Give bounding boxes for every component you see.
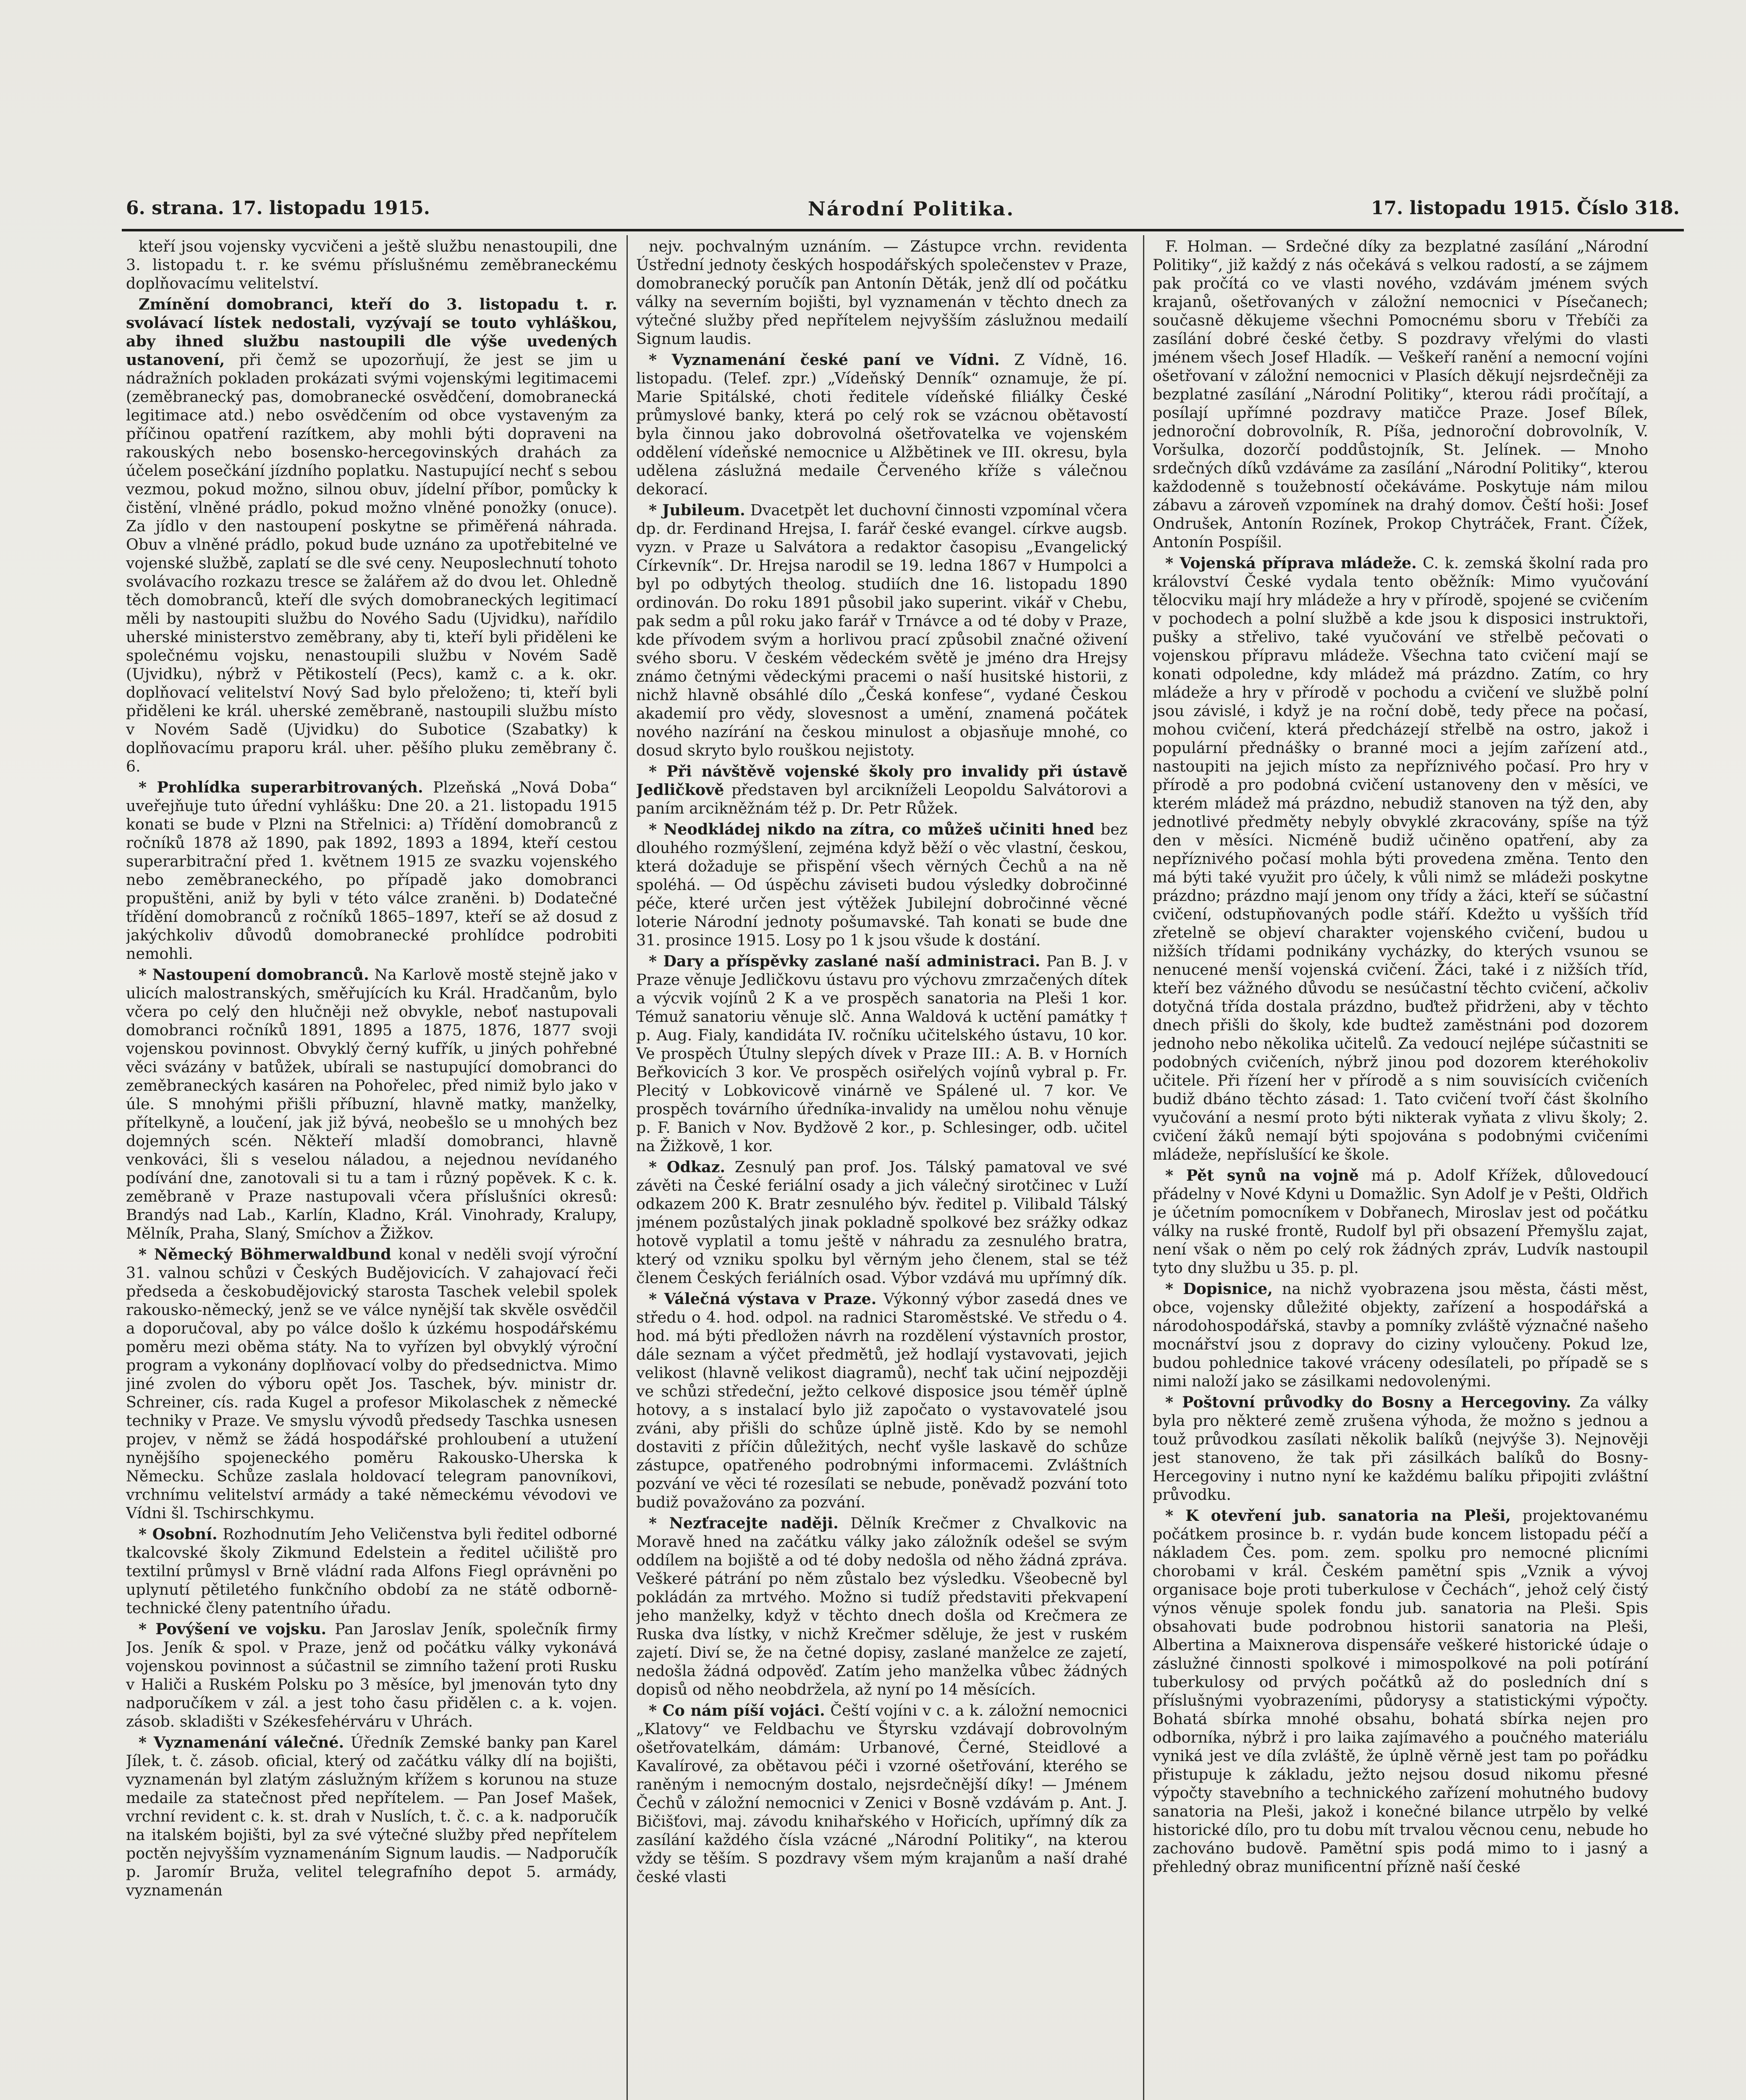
article-lead: * Nastoupení domobranců. <box>139 966 369 984</box>
article-text: C. k. zemská školní rada pro království České vydala tento oběžník: Mimo vyučování tělocviku mají hry mládeže a hry v přírodě, spojené se cvičením v pochodech a polní službě a kde jsou k disposici instruktoři, pušky a střelivo, také vyučování ve střelbě pečovati o vojenskou přípravu mládeže. Všechna tato cvičení mají se konati odpoledne, kdy mládež má prázdno. Zatím, co hry mládeže a hry v přírodě v pochodu a cvičení ve službě polní jsou závislé, i když je na roční době, tedy přece na počasí, mohou cvičení, která předcházejí střelbě na ostro, jakož i populární přednášky o branné moci a jejím zařízení atd., nastoupiti na jejich místo za nepříznivého počasí. Pro hry v přírodě a pro podobná cvičení ustanoveny den v měsíci, ve kterém mládež má prázdno, nebudiž stanoven na týž den, aby jednotlivé předměty nebyly obvyklé zkracovány, spíše na týž den v měsíci. Nicméně budiž učiněno opatření, aby za nepříznivého počasí mohla býti provedena změna. Tento den má býti také využit pro účely, k vůli nimž se mládeži poskytne prázdno; prázdno mají jenom ony třídy a žáci, kteří se súčastní cvičení, odstupňovaných podle stáří. Kdežto u vyšších tříd zřetelně se objeví charakter vojenského cvičení, budou u nižších třídami podnikány vycházky, do kterých vsunou se nenucené menší vojenská cvičení. Žáci, také i z nižších tříd, kteří bez vážného důvodu se nesúčastní těchto cvičení, ačkoliv dotyčná třída dostala prázdno, buďtež přidrženi, aby v těchto dnech přišli do školy, kde budtež zaměstnáni pod dozorem jednoho nebo několika učitelů. Za vedoucí nejlépe súčastniti se podobných cvičeních, nýbrž jinou pod dozorem kteréhokoliv učitele. Při řízení her v přírodě a s nim souvisících cvičeních budiž dbáno těchto zásad: 1. Tato cvičení tvoří část školního vyučování a nesmí proto býti nikterak vyňata z vlivu školy; 2. cvičení žáků nemají býti spojována s podobnými cvičeními mládeže, nepříslušící ke škole. <box>1153 554 1648 1163</box>
header-left: 6. strana. 17. listopadu 1915. <box>126 197 430 219</box>
article-lead: * Poštovní průvodky do Bosny a Hercegoviny. <box>1165 1393 1571 1411</box>
article-lead: * Pět synů na vojně <box>1165 1166 1359 1184</box>
article-text: kteří jsou vojensky vycvičeni a ještě službu nenastoupili, dne 3. listopadu t. r. ke svému příslušnému zeměbraneckému doplňovacímu velitelství. <box>126 237 617 292</box>
article-paragraph <box>126 295 617 776</box>
article-paragraph <box>636 1290 1127 1512</box>
column-1 <box>126 237 617 2100</box>
article-paragraph <box>1153 554 1648 1164</box>
column-3 <box>1153 237 1648 2100</box>
article-text: F. Holman. — Srdečné díky za bezplatné zasílání „Národní Politiky“, již každý z nás očekává s velkou radostí, a se zájmem pak pročítá co ve vlasti nového, vzdávám jménem svých krajanů, ošetřovaných v záložní nemocnici v Písečanech; současně děkujeme všechni Pomocnému sboru v Třebíči za zasílání dobré české četby. S pozdravy vřelými do vlasti jménem všech Josef Hladík. — Veškeří ranění a nemocní vojíni ošetřovaní v záložní nemocnici v Plasích děkují nejsrdečněji za bezplatné zasílání „Národní Politiky“, kterou rádi pročítají, a posílají upřímné pozdravy matičce Praze. Josef Bílek, jednoroční dobrovolník, R. Píša, jednoroční dobrovolník, V. Voršulka, dozorčí poddůstojník, St. Jelínek. — Mnoho srdečných díků vzdáváme za zasílání „Národní Politiky“, kterou každodenně s toužebností očekáváme. Poskytuje nám milou zábavu a zároveň vzpomínek na drahý domov. Čeští hoši: Josef Ondrušek, Antonín Rozínek, Prokop Chytráček, Frant. Čížek, Antonín Pospíšil. <box>1153 237 1648 551</box>
article-text: projektovanému počátkem prosince b. r. vydán bude koncem listopadu péčí a nákladem Čes. pom. zem. spolku pro nemocné plicními chorobami v král. Českém pamětní spis „Vznik a vývoj organisace boje proti tuberkulose v Čechách“, jehož celý čistý výnos věnuje spolek fondu jub. sanatoria na Pleši. Spis obsahovati bude podrobnou historii sanatoria na Pleši, Albertina a Maixnerova dispensáře veškeré historické údaje o záslužné činnosti spolkové i mimospolkové na poli potírání tuberkulosy od prvých počátků až do posledních dní s příslušnými vyobrazeními, půdorysy a statistickými výpočty. Bohatá sbírka mnohé obsahu, bohatá sbírka nejen pro odborníka, nýbrž i pro laika zajímavého a poučného materiálu vyniká jest ve díla zvláště, že úplně věrně jest tam po pořádku přistupuje k základu, ježto nejsou dosud nikomu přesné výpočty stavebního a technického zařízení mohutného budovy sanatoria na Pleši, jakož i konečné bilance utrpělo by velké historické dílo, pro tu dobu mít trvalou věcnou cenu, nebude ho zachováno budově. Pamětní spis podá mimo to i jasný a přehledný obraz munificentní přízně naší české <box>1153 1507 1648 1876</box>
article-paragraph <box>636 501 1127 760</box>
article-text: Úředník Zemské banky pan Karel Jílek, t. č. zásob. oficial, který od začátku války dlí na bojišti, vyznamenán byl zlatým záslužným křížem s korunou na stuze medaile za statečnost před nepřítelem. — Pan Josef Mašek, vrchní revident c. k. st. drah v Nuslích, t. č. c. a k. nadporučík na italském bojišti, byl za své výtečné služby před nepřítelem poctěn nejvyšším vyznamenáním Signum laudis. — Nadporučík p. Jaromír Bruža, velitel telegrafního depot 5. armády, vyznamenán <box>126 1733 617 1899</box>
article-text: konal v neděli svojí výroční 31. valnou schůzi v Českých Budějovicích. V zahajovací řeči předseda a českobudějovický starosta Taschek velebil spolek rakousko-německý, jenž se ve válce nynější tak skvěle osvědčil a doporučoval, aby po válce došlo k úzkému hospodářskému poměru mezi oběma státy. Na to vyřízen byl obvyklý výroční program a vykonány doplňovací volby do předsednictva. Mimo jiné zvolen do výboru opět Jos. Taschek, býv. ministr dr. Schreiner, cís. rada Kugel a profesor Mikolaschek z německé techniky v Praze. Ve smyslu vývodů předsedy Taschka usnesen projev, v němž se žádá hospodářské prohloubení a utužení nynějšího spojeneckého poměru Rakousko-Uherska k Německu. Schůze zaslala holdovací telegram panovníkovi, vrchnímu velitelství armády a také německému vévodovi ve Vídni šl. Tschirschkymu. <box>126 1245 617 1522</box>
article-paragraph <box>636 762 1127 818</box>
article-lead: * Vyznamenání válečné. <box>139 1733 344 1751</box>
article-paragraph <box>126 1733 617 1900</box>
article-text: nejv. pochvalným uznáním. — Zástupce vrchn. revidenta Ústřední jednoty českých hospodářských společenstev v Praze, domobranecký poručík pan Antonín Děták, jenž dlí od počátku války na severním bojišti, byl vyznamenán v těchto dnech za výtečné služby před nepřítelem nejvyšším záslužnou medailí Signum laudis. <box>636 237 1127 348</box>
article-text: Dělník Krečmer z Chvalkovic na Moravě hned na začátku války jako záložník odešel se svým oddílem na bojiště a od té doby nedošla od něho žádná zpráva. Veškeré pátrání po něm zůstalo bez výsledku. Všeobecně byl pokládán za mrtvého. Možno si tudíž představiti překvapení jeho manželky, když v těchto dnech došla od Krečmera ze Ruska dva lístky, v nichž Krečmer sděluje, že jest v ruském zajetí. Diví se, že na četné dopisy, zaslané manželce ze zajetí, nedošla žádná odpověď. Zatím jeho manželka vůbec žádných dopisů od něho neobdržela, až nyní po 14 měsících. <box>636 1514 1127 1698</box>
article-text: představen byl arcikníželi Leopoldu Salvátorovi a paním arcikněžnám též p. Dr. Petr Růžek. <box>636 781 1127 817</box>
article-lead: * Prohlídka superarbitrovaných. <box>139 778 423 796</box>
page-header <box>126 197 1680 227</box>
article-lead: * Dopisnice, <box>1165 1280 1273 1298</box>
article-text: má p. Adolf Křížek, důlovedoucí přádelny v Nové Kdyni u Domažlic. Syn Adolf je v Pešti, Oldřich je účetním pomocníkem v Dobřanech, Miroslav jest od počátku války na ruské frontě, Rudolf byl při obsazení Přemyšlu zajat, není však o něm po celý rok žádných zpráv, Ludvík nastoupil tyto dny službu u 35. p. pl. <box>1153 1166 1648 1277</box>
article-paragraph <box>1153 1280 1648 1391</box>
article-paragraph <box>636 1701 1127 1886</box>
article-paragraph <box>1153 237 1648 551</box>
article-lead: Zmínění domobranci, kteří do 3. listopadu t. r. svolávací lístek nedostali, vyzývají se touto vyhláškou, aby ihned službu nastoupili dle výše uvedených ustanovení, <box>126 295 617 369</box>
article-lead: * Odkaz. <box>649 1158 726 1176</box>
article-text: při čemž se upozorňují, že jest se jim u nádražních pokladen prokázati svými vojenskými legitimacemi (zeměbranecký pas, domobranecké osvědčení, domobranecká legitimace atd.) nebo osvědčením od obce vystaveným za příčinou opatření razítkem, aby mohli býti dopraveni na rakouských nebo bosensko-hercegovinských drahách za účelem posečkání jízdního poplatku. Nastupující nechť s sebou vezmou, pokud možno, silnou obuv, jídelní příbor, pomůcky k čistění, vlněné prádlo, pokud možno vlněné ponožky (onuce). Za jídlo v den nastoupení poskytne se přiměřená náhrada. Obuv a vlněné prádlo, pokud bude uznáno za upotřebitelné ve vojenské službě, zaplatí se dle své ceny. Neuposlechnutí tohoto svolávacího rozkazu tresce se žalářem až do dvou let. Ohledně těch domobranců, kteří dle svých domobraneckých legitimací měli by nastoupiti službu do Nového Sadu (Ujvidku), nařídilo uherské ministerstvo zeměbrany, aby ti, kteří byli přiděleni ke společnému vojsku, nenastoupili službu v Novém Sadě (Ujvidku), nýbrž v Pětikostelí (Pecs), kamž c. a k. okr. doplňovací velitelství Nový Sad bylo přeloženo; ti, kteří byli přiděleni ke král. uherské zeměbraně, nastoupili službu místo v Novém Sadě (Ujvidku) do Subotice (Szabatky) k doplňovacímu praporu král. uher. pěšího pluku zeměbrany č. 6. <box>126 351 617 775</box>
article-lead: * Německý Böhmerwaldbund <box>139 1245 391 1263</box>
article-lead: * K otevření jub. sanatoria na Pleši, <box>1165 1507 1511 1525</box>
article-text: Plzeňská „Nová Doba“ uveřejňuje tuto úřední vyhlášku: Dne 20. a 21. listopadu 1915 konati se bude v Plzni na Střelnici: a) Třídění domobranců z ročníků 1878 až 1890, pak 1892, 1893 a 1894, kteří cestou superarbitrační před 1. květnem 1915 ze svazku vojenského nebo zeměbraneckého, po případě jako domobranci propuštěni, aniž by byli v této válce zraněni. b) Dodatečné třídění domobranců z ročníků 1865–1897, kteří se až dosud z jakýchkoliv důvodů domobranecké prohlídce podrobiti nemohli. <box>126 778 617 963</box>
header-right: 17. listopadu 1915. Číslo 318. <box>1371 197 1680 219</box>
article-paragraph <box>636 237 1127 348</box>
masthead-title: Národní Politika. <box>807 197 1015 220</box>
article-lead: * Neodkládej nikdo na zítra, co můžeš učiniti hned <box>649 820 1094 838</box>
article-paragraph <box>636 1158 1127 1287</box>
article-text: Pan B. J. v Praze věnuje Jedličkovu ústavu pro výchovu zmrzačených dítek a výcvik vojínů 2 K a ve prospěch sanatoria na Pleši 1 kor. Témuž sanatoriu věnuje slč. Anna Waldová k uctění památky † p. Aug. Fialy, kandidáta IV. ročníku učitelského ústavu, 10 kor. Ve prospěch Útulny slepých dívek v Praze III.: A. B. v Horních Beřkovicích 3 kor. Ve prospěch osiřelých vojínů vybral p. Fr. Plecitý v Lobkovicově vinárně ve Spálené ul. 7 kor. Ve prospěch továrního úředníka-invalidy na umělou nohu věnuje p. F. Banich v Nov. Bydžově 2 kor., p. Schlesinger, odb. učitel na Žižkově, 1 kor. <box>636 952 1127 1155</box>
article-paragraph <box>636 820 1127 950</box>
article-paragraph <box>126 1245 617 1522</box>
article-lead: * Při návštěvě vojenské školy pro invalidy při ústavě Jedličkově <box>636 762 1127 799</box>
article-lead: * Vojenská příprava mládeže. <box>1165 554 1417 572</box>
column-2 <box>636 237 1127 2100</box>
article-lead: * Dary a příspěvky zaslané naší administraci. <box>649 952 1041 970</box>
article-text: Výkonný výbor zasedá dnes ve středu o 4. hod. odpol. na radnici Staroměstské. Ve středu o 4. hod. má býti předložen návrh na rozdělení výstavních prostor, dále seznam a výčet předmětů, jež hodlají vystavovati, jejich velikost (hlavně velikost diagramů), nechť tak učiní nejpozději ve schůzi středeční, ježto celkové disposice jsou téměř úplně hotovy, a s instalací bylo již započato o vystavovatelé jsou zváni, aby přišli do schůze úplně jistě. Kdo by se nemohl dostaviti z příčin důležitých, nechť vyšle laskavě do schůze zástupce, opatřeného podrobnými informacemi. Zvláštních pozvání ve věci té rozesílati se nebude, poněvadž pozvání toto budiž považováno za pozvání. <box>636 1290 1127 1511</box>
article-text: Rozhodnutím Jeho Veličenstva byli ředitel odborné tkalcovské školy Zikmund Edelstein a ředitel učiliště pro textilní průmysl v Brně vládní rada Alfons Fiegl oprávněni po uplynutí pětiletého funkčního období za ne státě odborně-technické členy patentního úřadu. <box>126 1525 617 1617</box>
article-paragraph <box>126 778 617 963</box>
article-text: Dvacetpět let duchovní činnosti vzpomínal včera dp. dr. Ferdinand Hrejsa, I. farář české evangel. církve augsb. vyzn. v Praze u Salvátora a redaktor časopisu „Evangelický Církevník“. Dr. Hrejsa narodil se 19. ledna 1867 v Humpolci a byl po odbytých theolog. studiích dne 16. listopadu 1890 ordinován. Do roku 1891 působil jako superint. vikář v Chebu, pak sedm a půl roku jako farář v Trnávce a od té doby v Praze, kde přívodem svým a horlivou prací způsobil značné oživení svého sboru. V českém vědeckém světě je jméno dra Hrejsy známo četnými vědeckými pracemi o naší husitské historii, z nichž hlavně obsáhlé dílo „Česká konfese“, vydané Českou akademií pro vědy, slovesnost a umění, znamená počátek nového nazírání na českou minulost a objasňuje mnohé, co dosud skryto bylo rouškou nejistoty. <box>636 501 1127 759</box>
article-lead: * Jubileum. <box>649 501 745 519</box>
article-lead: * Válečná výstava v Praze. <box>649 1290 877 1308</box>
article-paragraph <box>636 952 1127 1155</box>
column-divider <box>627 235 628 2100</box>
article-paragraph <box>126 1620 617 1731</box>
article-paragraph <box>126 966 617 1243</box>
article-paragraph <box>126 237 617 293</box>
article-text: Zesnulý pan prof. Jos. Tálský pamatoval ve své závěti na České feriální osady a jich válečný sirotčinec v Luží odkazem 200 K. Bratr zesnulého býv. ředitel p. Vilibald Tálský jménem pozůstalých jinak pokladně spolkové bez srážky odkaz hotově vyplatil a tomu ještě v náhradu za zesnulého bratra, který od vzniku spolku byl věrným jeho členem, stal se též členem Českých feriálních osad. Výbor vzdává mu upřímný dík. <box>636 1158 1127 1287</box>
article-text: bez dlouhého rozmýšlení, zejména když běží o věc vlastní, českou, která dožaduje se přispění všech věrných Čechů a na ně spoléhá. — Od úspěchu záviseti budou výsledky dobročinné péče, které určen jest výtěžek Jubilejní dobročinné věcné loterie Národní jednoty pošumavské. Tah konati se bude dne 31. prosince 1915. Losy po 1 k jsou všude k dostání. <box>636 820 1127 949</box>
article-lead: * Povýšení ve vojsku. <box>139 1620 327 1638</box>
article-text: Pan Jaroslav Jeník, společník firmy Jos. Jeník & spol. v Praze, jenž od počátku války vykonává vojenskou povinnost a súčastnil se zimního tažení proti Rusku v Haliči a Ruském Polsku po 3 měsíce, byl jmenován tyto dny nadporučíkem v zál. a jest toho času přidělen c. a k. vojen. zásob. skladišti v Székesfehérváru v Uhrách. <box>126 1620 617 1730</box>
article-text: Z Vídně, 16. listopadu. (Telef. zpr.) „Vídeňský Denník“ oznamuje, že pí. Marie Spitálské, choti ředitele vídeňské filiálky České průmyslové banky, která po celý rok se vzácnou obětavostí byla činnou jako dobrovolná ošetřovatelka ve vojenském oddělení vídeňské nemocnice u Alžbětinek ve III. okresu, byla udělena záslužná medaile Červeného kříže s válečnou dekorací. <box>636 351 1127 498</box>
article-paragraph <box>636 351 1127 499</box>
header-rule <box>122 229 1684 231</box>
article-paragraph <box>126 1525 617 1617</box>
article-lead: * Nezťracejte naději. <box>649 1514 839 1532</box>
article-paragraph <box>1153 1507 1648 1876</box>
article-paragraph <box>636 1514 1127 1699</box>
article-text: Za války byla pro některé země zrušena výhoda, že možno s jednou a touž průvodkou zasílati několik balíků (nejvýše 3). Nejnověji jest stanoveno, že tak při zásilkách balíků do Bosny-Hercegoviny i nutno nyní ke každému balíku připojiti zvláštní průvodku. <box>1153 1393 1648 1504</box>
article-text: Na Karlově mostě stejně jako v ulicích malostranských, směřujících ku Král. Hradčanům, bylo včera po celý den hlučněji než obvykle, neboť nastupovali domobranci ročníků 1891, 1895 a 1875, 1876, 1877 svoji vojenskou povinnost. Obvyklý černý kufřík, u jiných pohřebné věci svázány v batůžek, ubírali se nastupující domobranci do zeměbraneckých kasáren na Pohořelec, před nimiž bylo jako v úle. S mnohými přišli příbuzní, hlavně matky, manželky, přítelkyně, a loučení, jak již bývá, neobešlo se u mnohých bez dojemných scén. Někteří mladší domobranci, hlavně venkováci, šli s veselou náladou, a nejednou nevídaného podívání dne, zanotovali si tu a tam i různý popěvek. K c. k. zeměbraně v Praze nastupovali včera příslušníci okresů: Brandýs nad Lab., Karlín, Kladno, Král. Vinohrady, Kralupy, Mělník, Praha, Slaný, Smíchov a Žižkov. <box>126 966 617 1242</box>
article-paragraph <box>1153 1393 1648 1504</box>
article-text: na nichž vyobrazena jsou města, části měst, obce, vojensky důležité objekty, zařízení a hospodářská a národohospodářská, stavby a pomníky zvláště význačné našeho mocnářství jsou z dopravy do ciziny vyloučeny. Pokud lze, budou pohlednice takové vráceny odesílateli, po případě se s nimi naloží jako se zásilkami nedovolenými. <box>1153 1280 1648 1390</box>
article-lead: * Vyznamenání české paní ve Vídni. <box>649 351 1000 369</box>
article-lead: * Osobní. <box>139 1525 218 1543</box>
column-divider <box>1143 235 1144 2100</box>
article-text: Čeští vojíni v c. a k. záložní nemocnici „Klatovy“ ve Feldbachu ve Štyrsku vzdávají dobrovolným ošetřovatelkám, dámám: Urbanové, Černé, Steidlové a Kavalírové, za obětavou péči i vzorné ošetřování, kterého se raněným i nemocným dostalo, nejsrdečnější díky! — Jménem Čechů v záložní nemocnici v Zenici v Bosně vzdávám p. Ant. J. Bičišťovi, maj. závodu knihařského v Hořicích, upřímný dík za zasílání každého čísla vzácné „Národní Politiky“, na kterou vždy se těším. S pozdravy všem mým krajanům a naší drahé české vlasti <box>636 1701 1127 1886</box>
article-paragraph <box>1153 1166 1648 1277</box>
article-lead: * Co nám píší vojáci. <box>649 1701 825 1719</box>
